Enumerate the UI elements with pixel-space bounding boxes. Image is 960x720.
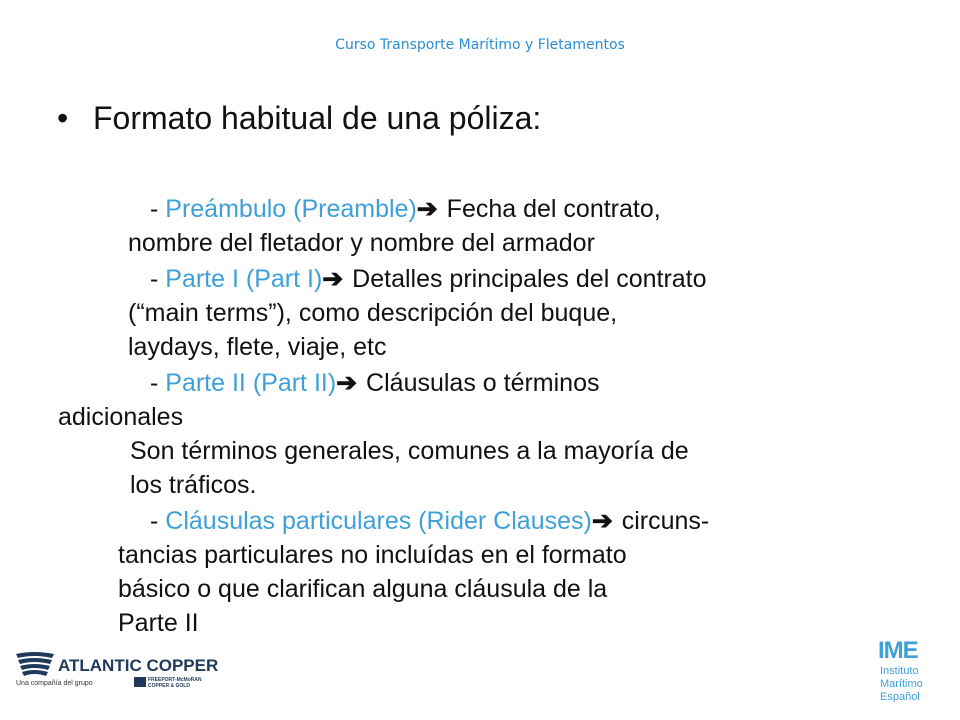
heading-bullet (57, 100, 541, 137)
term-rider-clauses: Cláusulas particulares (Rider Clauses) (165, 507, 592, 535)
line-text: básico o que clarifican alguna cláusula de la (118, 575, 608, 603)
atlantic-copper-logo (14, 648, 224, 688)
line-text: nombre del fletador y nombre del armador (128, 229, 595, 257)
logo-line-2: Marítimo (880, 678, 923, 690)
line-text: laydays, flete, viaje, etc (128, 333, 387, 361)
atlantic-copper-emblem-icon (14, 648, 224, 688)
line-text: adicionales (58, 403, 184, 431)
line-rest: Cláusulas o términos (359, 369, 600, 397)
page-header: Curso Transporte Marítimo y Fletamentos (335, 37, 625, 53)
line-part-2 (150, 366, 600, 400)
dash: - (150, 195, 166, 223)
logo-partner-2: COPPER & GOLD (148, 683, 190, 688)
logo-line-1: Instituto (880, 665, 919, 677)
dash: - (150, 507, 166, 535)
logo-tagline: Una compañía del grupo (16, 680, 93, 687)
right-arrow-icon: ➔ (336, 369, 358, 397)
logo-line-3: Español (880, 691, 920, 702)
line-text: (“main terms”), como descripción del buque, (128, 299, 618, 327)
line-rest: Fecha del contrato, (439, 195, 661, 223)
line-preamble (150, 192, 661, 226)
logo-acronym: IME (878, 637, 918, 664)
right-arrow-icon: ➔ (591, 507, 613, 535)
ime-emblem-icon (878, 636, 938, 702)
line-rider-clauses (150, 504, 709, 538)
right-arrow-icon: ➔ (416, 195, 438, 223)
line-rest: circuns- (614, 507, 710, 535)
dash: - (150, 265, 166, 293)
line-rest: Detalles principales del contrato (345, 265, 707, 293)
line-part-1 (150, 262, 707, 296)
term-part-1: Parte I (Part I) (165, 265, 323, 293)
line-text: los tráficos. (130, 471, 257, 499)
bullet-dot-icon: • (57, 100, 69, 136)
right-arrow-icon: ➔ (322, 265, 344, 293)
heading: Formato habitual de una póliza: (93, 100, 542, 136)
line-text: Son términos generales, comunes a la mayoría de (130, 437, 689, 465)
term-part-2: Parte II (Part II) (165, 369, 337, 397)
line-text: tancias particulares no incluídas en el formato (118, 541, 627, 569)
logo-name: ATLANTIC COPPER (58, 656, 219, 675)
logo-partner-1: FREEPORT-McMoRAN (148, 677, 202, 683)
line-text: Parte II (118, 609, 199, 637)
dash: - (150, 369, 166, 397)
term-preamble: Preámbulo (Preamble) (165, 195, 417, 223)
ime-logo (878, 636, 938, 702)
